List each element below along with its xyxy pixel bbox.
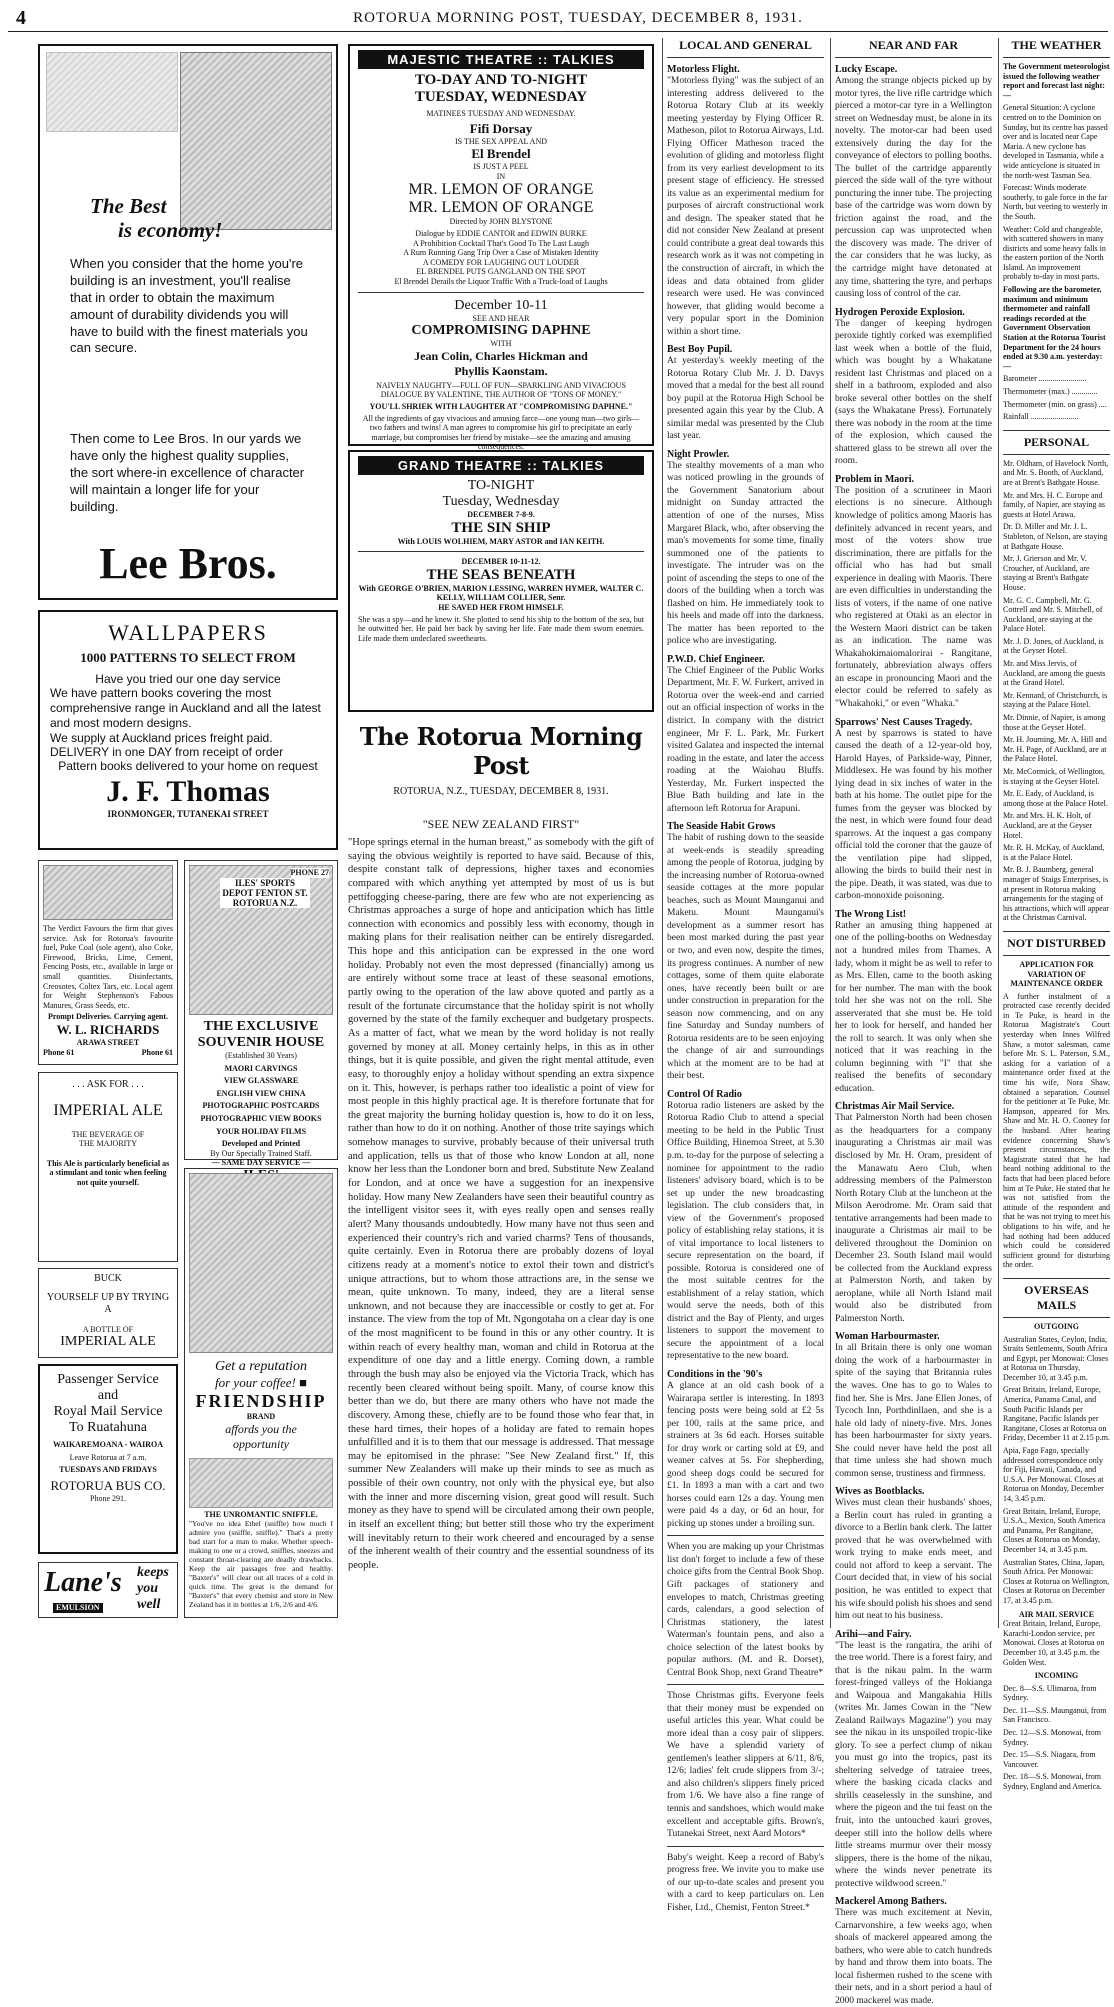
majestic-line-2: TUESDAY, WEDNESDAY <box>414 89 588 105</box>
newspaper-title: ROTORUA MORNING POST, TUESDAY, DECEMBER 8, 1931. <box>353 10 803 26</box>
personal-item: Mr. Kennard, of Christchurch, is staying at the Palace Hotel. <box>1003 690 1108 710</box>
majestic-p2: A Rum Running Gang Trip Over a Case of Mistaken Identity <box>403 248 599 258</box>
incoming-item: Dec. 12—S.S. Monowai, from Sydney. <box>1003 1728 1101 1747</box>
page-number: 4 <box>16 7 26 29</box>
richards-street: ARAWA STREET <box>76 1037 140 1047</box>
local-items <box>667 64 824 1914</box>
majestic-matinees: MATINEES TUESDAY AND WEDNESDAY. <box>426 109 576 118</box>
house-illustration-left <box>46 52 178 132</box>
article-heading: Arihi—and Fairy. <box>835 1628 912 1640</box>
wall-body-2: We have pattern books covering the most comprehensive range in Auckland and all the latest and most modern designs. <box>50 686 321 730</box>
iles-line: VIEW GLASSWARE <box>223 1076 299 1086</box>
bus-line-3: Royal Mail Service <box>53 1404 163 1419</box>
wall-body-5: Pattern books delivered to your home on request <box>58 759 318 773</box>
iles-line: ENGLISH VIEW CHINA <box>216 1088 306 1098</box>
majestic-p4: EL BRENDEL PUTS GANGLAND ON THE SPOT <box>416 267 586 277</box>
iles-line: Developed and Printed <box>221 1139 301 1149</box>
wall-body-1: Have you tried our one day service <box>95 672 281 686</box>
iles-est: (Established 30 Years) <box>225 1051 297 1060</box>
buck-line-4: IMPERIAL ALE <box>60 1334 156 1350</box>
wall-body-3: We supply at Auckland prices freight paid. <box>50 731 273 745</box>
richards-prompt: Prompt Deliveries. Carrying agent. <box>47 1012 169 1022</box>
editorial-dateline: ROTORUA, N.Z., TUESDAY, DECEMBER 8, 1931. <box>393 786 609 797</box>
article-heading: Control Of Radio <box>667 1088 742 1100</box>
richards-phone-right: Phone 61 <box>141 1047 173 1057</box>
majestic-star-1: Fifi Dorsay <box>469 120 533 136</box>
majestic-film-3: COMPROMISING DAPHNE <box>411 323 591 339</box>
bus-company: ROTORUA BUS CO. <box>50 1477 166 1493</box>
lorry-illustration <box>43 865 173 920</box>
local-general-heading: LOCAL AND GENERAL <box>667 38 824 58</box>
majestic-film-2: MR. LEMON OF ORANGE <box>408 199 594 217</box>
personal-item: Mr. H. Journing, Mr. A. Hill and Mr. H. Page, of Auckland, are at the Palace Hotel. <box>1003 735 1107 764</box>
majestic-cast-1: Jean Colin, Charles Hickman and <box>414 348 588 363</box>
article-divider <box>667 1684 824 1685</box>
majestic-star-2: El Brendel <box>471 146 531 162</box>
mail-items <box>1003 1335 1110 1606</box>
article-text: In all Britain there is only one woman doing the work of a harbourmaster in spite of the saying that Britannia rules the waves. One has to go to Wales to find her. She is Mrs. Jane Ellen Jones, of Tycoch Inn, Porthdinllaen, and she is a hale old lady of ninety-five. Mrs. Jones has been harbourmaster for sixty years. She could never have held the post all that time unless she had shown much common sense, trustiness and firmness. <box>835 1343 992 1479</box>
wall-addr: IRONMONGER, TUTANEKAI STREET <box>107 809 269 819</box>
bus-line-4: To Ruatahuna <box>69 1420 147 1435</box>
article-text: The Chief Engineer of the Public Works Department, Mr. F. W. Furkert, arrived in Rotorua over the week-end and carried out an official inspection of works in the district. In company with the district engineer, Mr F. L. Park, Mr. Furkert visited Galatea and inspected the internal roading in the estate, and later the access roading at the Waiohau Bluffs. Yesterday, Mr. Furkert inspected the Blue Bath building and late in the afternoon left Rotorua for Arapuni. <box>667 665 824 814</box>
iles-line: MAORI CARVINGS <box>224 1063 298 1073</box>
incoming-item: Dec. 18—S.S. Monowai, from Sydney, England and America. <box>1003 1772 1102 1792</box>
personal-item: Mr. and Mrs. H. C. Europe and family, of Napier, are staying as guests at Hotel Arawa. <box>1003 490 1106 519</box>
majestic-in: IN <box>496 171 506 181</box>
article-text: Wives must clean their husbands' shoes, a Berlin court has ruled in granting a divorce to a Berlin bank clerk. The latter proved that he was overwhelmed with work trying to make ends meet, and could not afford to keep a servant. The Court decided that, in view of his social position, he was entitled to expect that his wife should polish his shoes and send him out neat to his business. <box>835 1498 992 1622</box>
editorial-masthead: The Rotorua Morning Post <box>359 722 643 780</box>
wallpapers-ad <box>38 610 338 850</box>
article-text: Rather an amusing thing happened at one of the polling-booths on Wednesday not a hundred miles from Thames. A lady, whom it might be as well to refer to as Mrs. Ellen, came to the booth asking for her number. The man with the book told her she was not on the roll. She asserverated that she must be. He told her to look for herself, and handed her the roll to search. It was only when she noticed that it was reaching in the column beginning with "I" that she realised the benefits of secondary education. <box>835 920 992 1094</box>
local-general-column <box>662 38 824 1913</box>
personal-items <box>1003 459 1110 923</box>
mail-item: Great Britain, Ireland, Europe, U.S.A., Mexico, South America and Panama, Per Rangitane, Closes at Rotorua on Monday, December 14, at 3.45 p.m. <box>1003 1506 1106 1554</box>
article-text: A nest by sparrows is stated to have caused the death of a 12-year-old boy, Harold Hayes, of Parkside-way, Pinner, Middlesex. He was found by his mother lying dead in six inches of water in the bath at his home. The outlet pipe for the fumes from the geyser was blocked by the nest, in which were found four dead sparrows. At the inquest a gas company official told the coroner that the gauze of the ventilation pipe had slipped, allowing the birds to build their nest in the pipe. Death, it was stated, was due to carbon-monoxide poisoning. <box>835 728 992 902</box>
iles-title-1: THE EXCLUSIVE <box>203 1019 319 1034</box>
editorial-heading: "SEE NEW ZEALAND FIRST" <box>422 816 580 831</box>
wall-name: J. F. Thomas <box>106 775 270 808</box>
near-far-column <box>830 38 992 2006</box>
grand-film-2: THE SEAS BENEATH <box>426 566 576 583</box>
article-heading: Christmas Air Mail Service. <box>835 1101 955 1113</box>
baxter-line-1: Get a reputation <box>214 1359 308 1374</box>
grand-line-1: TO-NIGHT <box>467 478 535 493</box>
article-text: There was much excitement at Nevin, Carnarvonshire, a few weeks ago, when shoals of mackerel appeared among the bathers, who were able to catch hundreds by hand and throw them into boats. The local fishermen rushed to the scene with their nets, and in a short period a haul of 2000 mackerel was made. <box>835 1908 992 2006</box>
lee-head-2: is economy! <box>118 218 223 242</box>
lee-body-1: When you consider that the home you're building is an investment, you'll realise that in order to obtain the maximum amount of durability dividends you will have to build with the finest materials you can secure. <box>70 256 308 356</box>
grand-blurb: She was a spy—and he knew it. She plotted to send his ship to the bottom of the sea, but he outwitted her. He paid her back by saving her life. Fate made them sworn enemies. Life made them undeclared sweethearts. <box>358 614 644 643</box>
air-mail-text: Great Britain, Ireland, Europe, Karachi-London service, per Monowai. Closes at Rotorua on December 10, at 3.45 p.m. the Golden West. <box>1003 1619 1105 1667</box>
article-heading: Mackerel Among Bathers. <box>835 1896 947 1908</box>
personal-item: Mr. J. D. Jones, of Auckland, is at the Geyser Hotel. <box>1003 636 1104 656</box>
mail-item: Australian States, Ceylon, India, Straits Settlements, South Africa and Egypt, per Monowai: Closes at Rotorua on Thursday, December 10, at 3.45 p.m. <box>1003 1334 1109 1382</box>
incoming-item: Dec. 8—S.S. Ulimaroa, from Sydney. <box>1003 1683 1097 1703</box>
lanes-emulsion-ad <box>38 1562 178 1618</box>
iles-ad <box>184 860 338 1168</box>
weather-p2: Forecast: Winds moderate southerly, to gale force in the far North, but veering to westerly in the South. <box>1003 183 1108 221</box>
article-divider <box>667 1535 824 1536</box>
article-text: Among the strange objects picked up by motor tyres, the live rifle cartridge which pierced a motor-car tyre in a Wellington street on Wednesday must, be alone in its novelty. The motor-car had been used extensively during the day for the conveyance of electors to polling booths. The bullet of the cartridge apparently pierced the side wall of the tyre without puncturing the inner tube. The projecting base of the cartridge was worn down by friction against the road, and the percussion cap was unprotected when the discovery was made. The driver of the car considers that he was lucky, as the cartridge might have detonated at any time, shattering the tyre, and perhaps causing loss of control of the car. <box>835 76 992 300</box>
weather-intro: The Government meteorologist issued the following weather report and forecast last night:— <box>1003 62 1110 100</box>
article-text: The habit of rushing down to the seaside at week-ends is steadily spreading among the people of Rotorua, judging by the increasing number of Rotorua-owned seaside cottages at the more popular beaches, such as Mount Maunganui and Maketu. Mount Maunganui's development as a summer resort has been most marked during the past year or two, and even now, despite the times, its progress continues. A number of new cottages, some of them quite elaborate ones, have recently been built or are under construction in preparation for the season now commencing, and on any fine Saturday and Sunday numbers of Rotorua residents are to be seen enjoying the change of air and surroundings which at the moment are to be had at their best. <box>667 833 824 1082</box>
baxter-ad <box>184 1168 338 1618</box>
majestic-line-1: TO-DAY AND TO-NIGHT <box>414 72 588 88</box>
iles-lines <box>189 1064 333 1149</box>
majestic-film-1: MR. LEMON OF ORANGE <box>408 181 594 199</box>
weather-p3: Weather: Cold and changeable, with scattered showers in many districts and some heavy falls in the eastern portion of the North Island. An improvement probably to-day in most parts. <box>1003 224 1106 282</box>
article-text: "Motorless flying" was the subject of an interesting address delivered to the Rotorua Rotary Club at its weekly meeting yesterday by Flying Officer R. Matheson, pilot to Rotorua Airways, Ltd. Flying Officer Matheson traced the evolution of gliding and motorless flight from its very earliest development to its present stage of efficiency. He stressed its value as an experimental medium for purposes of aircraft constructional work and design. The speaker stated that he did not consider New Zealand at present could contribute a great deal towards this research work as it was not competing in the construction of aircraft, in which the ideas and data obtained from glider research were used. He was convinced however, that gliding would become a very popular sport in the Dominion within a short time. <box>667 76 824 337</box>
weather-reading: Thermometer (max.) ............. <box>1003 387 1098 396</box>
lanes-emulsion: EMULSION <box>53 1603 103 1613</box>
bus-line-1: Passenger Service <box>57 1372 159 1387</box>
baxter-line-3: FRIENDSHIP <box>195 1391 327 1411</box>
iles-line: YOUR HOLIDAY FILMS <box>215 1126 307 1136</box>
bus-days: TUESDAYS AND FRIDAYS <box>59 1465 157 1475</box>
article-heading: Hydrogen Peroxide Explosion. <box>835 306 965 318</box>
richards-name: W. L. RICHARDS <box>56 1021 160 1037</box>
weather-readings <box>1003 374 1110 421</box>
mail-item: Apia, Fago Fago, specially addressed correspondence only for Fiji, Hawaii, Canada, and U.S.A. Per Monowai. Closes at Rotorua on Monday, December 14, 3.45 p.m. <box>1003 1446 1104 1503</box>
wall-body-4: DELIVERY in one DAY from receipt of order <box>50 745 284 759</box>
grand-dates: DECEMBER 7-8-9. <box>467 510 535 519</box>
editorial-masthead-block <box>348 722 654 831</box>
majestic-star-1-tag: IS THE SEX APPEAL AND <box>454 136 547 146</box>
personal-item: Mr. B. J. Baumberg, general manager of Staigs Enterprises, is at present in Rotorua making arrangements for the staging of his attractions, which will appear at the Christmas Carnival. <box>1003 865 1109 923</box>
ale-name: IMPERIAL ALE <box>53 1101 163 1119</box>
article-divider <box>667 1846 824 1847</box>
baxter-caption: THE UNROMANTIC SNIFFLE. <box>204 1509 318 1519</box>
bus-ad <box>38 1364 178 1554</box>
personal-item: Mr. J. Grierson and Mr. V. Croucher, of Auckland, are staying at Brent's Bathgate House. <box>1003 554 1090 592</box>
buck-line-2: YOURSELF UP BY TRYING A <box>46 1291 170 1315</box>
iles-staff: By Our Specially Trained Staff. <box>210 1148 312 1158</box>
personal-item: Mr. E. Eady, of Auckland, is among those at the Palace Hotel. <box>1003 789 1108 808</box>
iles-line: PHOTOGRAPHIC VIEW BOOKS <box>200 1113 322 1123</box>
grand-bar: GRAND THEATRE :: TALKIES <box>358 456 644 475</box>
article-heading: Sparrows' Nest Causes Tragedy. <box>835 716 973 728</box>
incoming-items <box>1003 1684 1110 1792</box>
iles-line: PHOTOGRAPHIC POSTCARDS <box>202 1101 320 1111</box>
article-heading: The Seaside Habit Grows <box>667 821 776 833</box>
majestic-director: Directed by JOHN BLYSTONE <box>449 217 553 227</box>
majestic-p3: A COMEDY FOR LAUGHING OUT LOUDER <box>422 257 580 267</box>
bus-route: WAIKAREMOANA - WAIROA <box>52 1440 164 1449</box>
wall-title: WALLPAPERS <box>108 620 268 645</box>
iles-title-2: SOUVENIR HOUSE <box>197 1035 325 1050</box>
majestic-see: SEE AND HEAR <box>472 313 530 323</box>
article-heading: Lucky Escape. <box>835 64 898 75</box>
baxter-line-4: BRAND <box>246 1412 276 1421</box>
article-text: The position of a scrutineer in Maori elections is no sinecure. Although knowledge of politics among Maoris has definitely advanced in recent years, and most of the voters show true discrimination, there are pitfalls for the official who has had but small experience in dealing with Maoris. There are even difficulties in understanding the lists of voters, if the name of one native who registered at Otaki as an elector in the Western Maori district can be taken as an indication. The name was Whakahokimaiomalorirai - Rangitane, fortunately, abbreviation always offers an escape in pronouncing Maori and the elector could be referred to safely as "Whakahoki," or even "Whaka." <box>835 485 992 709</box>
iles-phone: PHONE 27 <box>290 868 329 877</box>
personal-heading: PERSONAL <box>1003 430 1110 455</box>
bus-phone: Phone 291. <box>90 1493 126 1503</box>
article-text: "The least is the rangatira, the arihi of the tree world. There is a forest fairy, and that is the nikau palm. In the warm forest-fringed valleys of the Hokianga and Waipoua and Mangakahia Hills (writes Mr. James Cowan in the "New Zealand Railways Magazine") you may see the nikau in its unspoiled tropic-like glory. To see a perfect clump of nikau you must go into the tropics, past its sheltering selvedge of tatraiee trees, where the basking cicada clacks and shrills ceaselessly in the sunshine, and where the pigeon and the tui feast on the fruit, into the untouched kauri groves, deeper still into the hollow dells where little streams murmur over their mossy slippers, there is the home of the nikau, where the winds never penetrate its protective wildwood screen." <box>835 1640 992 1889</box>
grand-theatre-ad <box>348 450 654 712</box>
grand-line-2: Tuesday, Wednesday <box>442 494 560 509</box>
weather-reading: Rainfall ........................ <box>1003 412 1079 422</box>
personal-item: Mr. R. H. McKay, of Auckland, is at the Palace Hotel. <box>1003 843 1105 862</box>
majestic-bar: MAJESTIC THEATRE :: TALKIES <box>358 50 644 69</box>
buck-line-1: BUCK <box>94 1273 122 1284</box>
majestic-theatre-ad <box>348 44 654 452</box>
grand-dec: DECEMBER 10-11-12. <box>461 557 541 567</box>
article-heading: Problem in Maori. <box>835 473 914 485</box>
baxter-text: "You've no idea Ethel (sniffle) how much I admire you (sniffle, sniffle)." That's a pretty bad start for a man to make. Whether speech-making to one or a crowd, sniffles, sneezes and constant throat-clearing are deadly drawbacks. Keep the air passages free and healthy. "Baxter's" will clear out all traces of a cold in quick time. The great is the demand for "Baxter's" that every chemist and store in New Zealand has it in bottles at 1/6, 2/6 and 4/6. <box>189 1519 333 1610</box>
weather-column <box>998 38 1110 1792</box>
ale-ask: . . . ASK FOR . . . <box>72 1079 144 1090</box>
richards-phone-left: Phone 61 <box>43 1047 75 1057</box>
weather-heading: THE WEATHER <box>1003 38 1110 58</box>
buck-line-3: A BOTTLE OF <box>82 1324 134 1334</box>
mails-outgoing: OUTGOING <box>1034 1321 1079 1331</box>
majestic-blurb: NAIVELY NAUGHTY—FULL OF FUN—SPARKLING AND VIVACIOUS DIALOGUE BY VALENTINE, THE AUTHOR OF "TONS OF MONEY." <box>376 380 626 400</box>
lee-body-2: Then come to Lee Bros. In our yards we have only the highest quality supplies, the sort where-in excellence of character will maintain a longer life for your building. <box>70 431 305 514</box>
mail-item: Great Britain, Ireland, Europe, America, Panama Canal, and South Pacific Islands per Rangitane, Pacific Islands per Rangitane, Closes at Rotorua on Friday, December 11 at 2.15 p.m. <box>1003 1385 1110 1443</box>
majestic-cast-2: Phyllis Kaonstam. <box>454 363 548 378</box>
imperial-ale-ad <box>38 1072 178 1262</box>
article-text: Rotorua radio listeners are asked by the Rotorua Radio Club to attend a special meeting to be held in the Public Trust Office Building, Hinemoa Street, at 5.30 p.m. to-day for the purpose of selecting a nominee for appointment to the radio listeners' advisory board, which is to be set up under the new broadcasting legislation. The club considers that, in view of the Government's proposed policy of establishing relay stations, it is of vital importance to local listeners to secure representation on the board, if possible. Rotorua is considered one of the most suitable centres for the establishment of a relay station, which would serve the needs, both of this district and the Bay of Plenty, and urges listeners to support the movement to secure the appointment of a local representative to the new board. <box>667 1100 824 1362</box>
majestic-dialogue: Dialogue by EDDIE CANTOR and EDWIN BURKE <box>415 228 587 238</box>
mail-item: Australian States, China, Japan, South Africa. Per Monowai: Closes at Rotorua on Wellington, Closes at Rotorua on December 17, at 3.45 p.m. <box>1003 1557 1110 1605</box>
personal-item: Mr. G. C. Campbell, Mr. G. Cottrell and Mr. S. Mitchell, of Auckland, are staying at the Palace Hotel. <box>1003 595 1103 634</box>
weather-p4: Following are the barometer, maximum and minimum thermometer and rainfall readings recorded at the Government Observation Station at the Rotorua Tourist Department for the 24 hours ended at 9.30 a.m. yesterday:— <box>1003 285 1106 371</box>
personal-item: Mr. Oldham, of Havelock North, and Mr. S. Booth, of Auckland, are at Brent's Bathgate House. <box>1003 458 1109 487</box>
personal-item: Mr. and Mrs. H. K. Holt, of Auckland, are at the Geyser Hotel. <box>1003 811 1093 840</box>
iles-same-day: — SAME DAY SERVICE — <box>211 1158 311 1168</box>
article-text: A glance at an old cash book of a Wairarapa settler is interesting. In 1893 fencing posts were being sold at £2 5s per 100, rails at the same price, and strainers at 3s 6d each. Horses suitable for dray work or carting sold at £9, and weaner calves at 5s. For shepherding, good sheep dogs could be secured for £1. In 1893 a man with a cart and two horses could earn 12s a day. Young men were paid 4s a day, or 6d an hour, for picking up stones under a broiling sun. <box>667 1381 824 1529</box>
lanes-well: well <box>137 1597 161 1612</box>
incoming-item: Dec. 11—S.S. Maunganui, from San Francisco. <box>1003 1705 1107 1725</box>
weather-p1: General Situation: A cyclone centred on to the Dominion on Sunday, but its centre has passed over and is located near Cape Maria. A new cyclone has developed in Tasmania, while a wide anticyclone is situated in the north-west Tasman Sea. <box>1003 103 1108 180</box>
article-text: Baby's weight. Keep a record of Baby's progress free. We invite you to make use of our up-to-date scales and present you with a card to keep particulars on. Len Fisher, Ltd., Chemist, Fenton Street.* <box>667 1852 824 1913</box>
ale-tag: THE BEVERAGE OF THE MAJORITY <box>71 1129 145 1149</box>
article-text: That Palmerston North had been chosen as the headquarters for a company inaugurating a Christmas air mail was disclosed by Mr. H. Oram, president of the Manawatu Aero Club, when addressing members of the Palmerston North Rotary Club at the luncheon at the Milson Aerodrome. Mr. Oram said that tentative arrangements had been made to inaugurate a Christmas air mail to be delivered throughout the Dominion on December 23. South Island mail would be collected from the Auckland express at Palmerston North, and taken by aeroplane, while all North Island mail would also be distributed from Palmerston North. <box>835 1113 992 1324</box>
baxter-line-5: affords you the <box>225 1421 297 1436</box>
near-far-heading: NEAR AND FAR <box>835 38 992 58</box>
not-disturbed-text: A further instalment of a protracted case recently decided in Te Puke, is heard in the Rotorua Magistrate's Court yesterday when Innes Wilfred Shaw, a motor salesman, came before Mr. S. L. Paterson, S.M., asking for a variation of a maintenance order fixed at the time his wife, Nora Shaw, obtained a separation. Counsel for the petitioner at Te Puke, Mr. Hampson, appeared for Mrs. Shaw and Mr. H. O. Cooney for the husband. After hearing evidence concerning Shaw's present circumstances, the Magistrate stated that he had heard nothing additional to the facts that had been placed before him at Te Puke. He stated that he was not satisfied from the attitude of the respondent and that he was not trying to meet his obligations to his wife, and he had nothing had been adduced which could be considered sufficient ground for disturbing the order. <box>1003 991 1110 1270</box>
article-text: Those Christmas gifts. Everyone feels that their money must be expended on useful articles this year. What could be more ideal than a cosy pair of slippers. We have a splendid variety of gentlemen's leather slippers at 6/11, 8/6, 12/6; ladies' felt crude slippers from 3/-; and also children's slippers finely priced from 1/6. We have also a fine range of tennis and sandshoes, which would make excellent and acceptable gifts. Brown's, Tutanekai Street, next Aard Motors* <box>667 1691 824 1840</box>
bus-leave: Leave Rotorua at 7 a.m. <box>69 1452 147 1462</box>
majestic-p1: A Prohibition Cocktail That's Good To The Last Laugh <box>413 238 589 248</box>
baxter-line-2: for your coffee! ■ <box>215 1375 307 1390</box>
richards-text: The Verdict Favours the firm that gives service. Ask for Rotorua's favourite fuel, Puke Coal (sole agent), also Coke, Firewood, Bricks, Lime, Cement, Fencing Posts, etc., available in large or small quantities. Disinfectants, Creosotes, Coltex Tars, etc. Local agent for Weight Stephenson's Fabous Manures, Grass Seeds, etc. <box>43 924 173 1010</box>
majestic-tail: All the ingredients of gay vivacious and amusing farce—one young man—two girls—two fathers and twins! A man agrees to compromise his girl to precipitate an early marriage, but compromises her friend by mistake—see the amazing and amusing consequences. <box>362 413 640 452</box>
majestic-shriek: YOU'LL SHRIEK WITH LAUGHTER AT "COMPROMISING DAPHNE." <box>369 401 633 411</box>
iles-label: ILES' SPORTS DEPOT FENTON ST. ROTORUA N.Z. <box>220 878 310 908</box>
article-heading: The Wrong List! <box>835 908 907 920</box>
mails-incoming: INCOMING <box>1034 1671 1079 1681</box>
buck-ad <box>38 1268 178 1358</box>
incoming-item: Dec. 15—S.S. Niagara, from Vancouver. <box>1003 1750 1096 1769</box>
article-heading: Wives as Bootblacks. <box>835 1486 925 1498</box>
baxter-line-6: opportunity <box>233 1436 289 1451</box>
not-disturbed-sub: APPLICATION FOR VARIATION OF MAINTENANCE ORDER <box>1010 959 1103 989</box>
air-mail-heading: AIR MAIL SERVICE <box>1018 1609 1095 1619</box>
article-heading: Best Boy Pupil. <box>667 344 733 356</box>
lanes-name: Lane's <box>44 1567 122 1598</box>
masthead <box>8 6 1108 32</box>
lee-head-1: The Best <box>90 194 167 218</box>
majestic-star-2-tag: IS JUST A PEEL <box>473 162 529 172</box>
grand-saved: HE SAVED HER FROM HIMSELF. <box>438 602 564 612</box>
sniffle-illustration <box>189 1458 333 1508</box>
not-disturbed-heading: NOT DISTURBED <box>1003 931 1110 956</box>
article-text: The danger of keeping hydrogen peroxide tightly corked was exemplified last week when a bottle of the fluid, which was bought by a Whakatane resident last Christmas and placed on a shelf in a bathroom, exploded and also broke several other bottles on the shelf (says the Whakatane Press). Fortunately there was nobody in the room at the time of the explosion, which caused the shattered glass to be strewn all over the room. <box>835 318 992 467</box>
personal-item: Mr. Dinnie, of Napier, is among those at the Geyser Hotel. <box>1003 713 1106 732</box>
lanes-you: you <box>137 1581 158 1596</box>
majestic-date-2: December 10-11 <box>454 297 548 313</box>
editorial-body: "Hope springs eternal in the human breast," as somebody with the gift of saying the obvious weightily is reported to have said. Because of this, despite constant talk of depressions, higher taxes and economies compared with which anything yet attempted by most of us is but pettifogging cheese-paring, there are few who are not experiencing as Christmas approaches a surge of hope and anticipation which has little connection with economics and possibly less with economy, though in making plans for their realisation neither can be entirely disregarded. This hope and this anticipation can be expressed in the one word holiday. Probably not even the most depressed (financially) among us are entirely without some trace at least of these seasonal emotions, partly owing to the operation of the law above quoted and partly as a result of the fortunate circumstance that the holiday spirit is not wholly governed by the state of the family exchequer and budgetary prospects. As a matter of fact, what we mean by the word holiday is not really governed by money at all. Money certainly helps, in this as in other things, but it is quite possible, and given the right mental attitude, even easy, to thoroughly enjoy a holiday without spending an extra sixpence on it. This, however, is perhaps rather too idealistic a point of view for most people in this highly practical age. It is therefore fortunate that for the great majority the burning holiday question is, how to do it on less, rather than how to do it on nothing. Another of those trite sayings which somehow manages to survive, probably because of their universal truth and application, tells us that of those who know London at all, none know her less than the Londoner born and bred. Substitute New Zealand for London, and at once we have a suggestion for an inexpensive holiday. How many New Zealanders have seen their beautiful country as the intelligent visitor sees it, with eyes really open and senses really alert? Many thousands undoubtedly. How many have not thus seen and experienced their country's rich and varied charms? Tens of thousands, quite certainly. Even in Rotorua there are probably dozens of loyal citizens ready at a moment's notice to extol their town and district's unique attractions, but to whom those attractions are, in the sense we mean, quite unknown. To many, indeed, they are a literal sense unknown, and not because they are inaccessible or costly to get at. For instance. The view from the top of Mt. Ngongotaha on a clear day is one of the most magnificent to be found in this or any other country. It is within reach of every healthy man, woman and child in Rotorua at the expenditure of one day and a little energy. Coming down, a ramble through the bush may also be enjoyed via the Victoria Track, which has recently been cleared without being spoilt. Many, of course know this better than we do, but there are many others who have not made the discovery. Among these, chiefly are to be found those who fear that, in these hard times, their hopes of a holiday are fated to remain hopes unfulfilled and it is to them that our message is addressed. That message may be epitomised in the phrase: "See New Zealand first." If, this summer New Zealanders will make up their minds to see as much as possible of their own country, not only with the physical eye, but also with the inner and more discerning vision, great good will result. Such money as they have to spend will be circulated among their own people, in itself an excellent thing; but better still those who try the experiment will inevitably return to their work cheered and encouraged by a sense of the inherent wealth of their country and the essential soundness of its people. <box>348 837 654 1571</box>
richards-ad <box>38 860 178 1065</box>
personal-item: Mr. and Miss Jervis, of Auckland, are among the guests at the Grand Hotel. <box>1003 659 1106 688</box>
grand-film: THE SIN SHIP <box>451 519 551 536</box>
iles-shop-illustration <box>189 865 333 1015</box>
article-text: When you are making up your Christmas list don't forget to include a few of these choice gifts from the Central Book Shop. Gift packages of stationery and envelopes to match, Christmas greeting cards, calendars, a good selection of Christmas stationery, the latest Waterman's fountain pens, and also a choice selection of the latest books by popular authors. (M. and R. Dorset), Central Book Shop, next Grand Theatre* <box>667 1542 824 1678</box>
near-items <box>835 64 992 2007</box>
ale-desc: This Ale is particularly beneficial as a stimulant and tonic when feeling not quite yourself. <box>46 1158 170 1187</box>
personal-item: Dr. D. Miller and Mr. J. L. Stableton, of Nelson, are staying at Bathgate House. <box>1003 522 1108 551</box>
article-heading: Motorless Flight. <box>667 64 740 75</box>
grand-cast-2: With GEORGE O'BRIEN, MARION LESSING, WARREN HYMER, WALTER C. KELLY, WILLIAM COLLIER, Senr. <box>358 583 644 603</box>
lee-brand: Lee Bros. <box>99 539 277 588</box>
article-text: The stealthy movements of a man who was noticed prowling in the grounds of the Government Sanatorium about midnight on Sunday attracted the attention of one of the nurses, Miss Margaret Black, who, after observing the man's movements for some time, finally summoned one of the patients to investigate. The intruder was on the point of ascending the steps to one of the doors of the building when a torch was flashed on him. He immediately took to his heels and made off into the darkness. The matter has been reported to the police who are investigating. <box>667 460 824 647</box>
lanes-keeps: keeps <box>137 1565 169 1580</box>
lee-bros-ad <box>38 44 338 600</box>
weather-reading: Barometer ........................ <box>1003 374 1087 384</box>
store-illustration <box>189 1173 333 1353</box>
majestic-with: WITH <box>490 339 512 349</box>
grand-cast: With LOUIS WOLHIEM, MARY ASTOR and IAN KEITH. <box>397 536 605 546</box>
overseas-mails-heading: OVERSEAS MAILS <box>1003 1278 1110 1318</box>
article-heading: Conditions in the '90's <box>667 1369 763 1380</box>
article-heading: P.W.D. Chief Engineer. <box>667 653 765 665</box>
wall-sub: 1000 PATTERNS TO SELECT FROM <box>80 650 296 665</box>
article-heading: Woman Harbourmaster. <box>835 1331 940 1343</box>
article-text: At yesterday's weekly meeting of the Rotorua Rotary Club Mr. J. D. Davys moved that a medal for the best all round boy pupil at the Rotorua High School be presented again this year by the Club. A similar medal was presented by the Club last year. <box>667 356 824 442</box>
majestic-p5: El Brendel Derails the Liquor Traffic With a Truck-load of Laughs <box>394 276 608 286</box>
article-heading: Night Prowler. <box>667 448 730 460</box>
house-illustration <box>180 52 332 230</box>
bus-line-2: and <box>97 1388 119 1403</box>
personal-item: Mr. McCormick, of Wellington, is staying at the Geyser Hotel. <box>1003 767 1105 786</box>
weather-reading: Thermometer (min. on grass) .... <box>1003 399 1107 409</box>
